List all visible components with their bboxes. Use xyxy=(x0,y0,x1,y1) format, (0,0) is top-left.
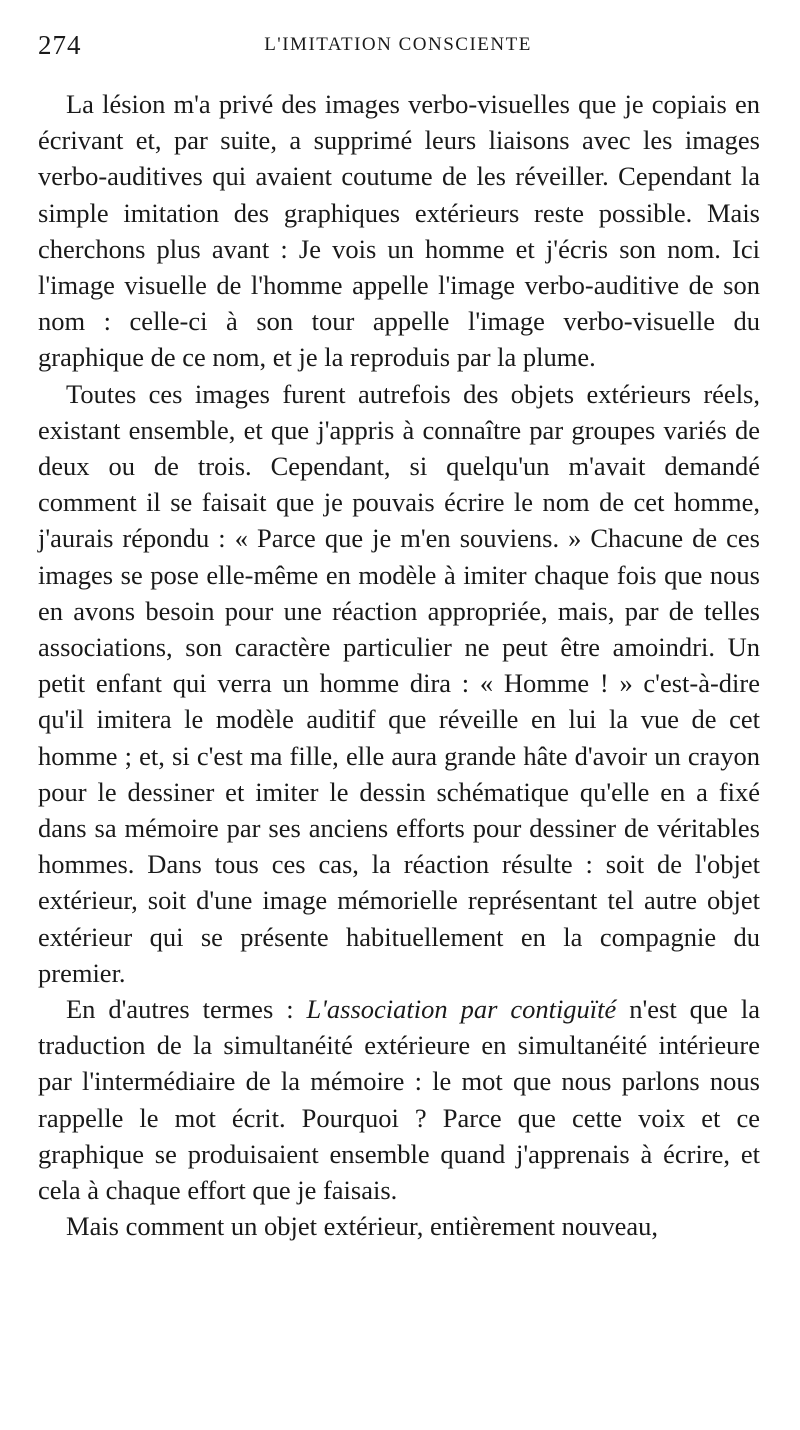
page-number: 274 xyxy=(38,30,82,60)
paragraph-4: Mais comment un objet extérieur, entièrement nouveau, xyxy=(66,1211,659,1242)
paragraph-2: Toutes ces images furent autrefois des objets extérieurs réels, existant ensemble, et que j'appris à connaître par groupes variés de deux ou de trois. Cependant, si quelqu'un m'avait demandé comment il se faisait que je pouvais écrire le nom de cet homme, j'aurais répondu : « Parce que je m'en souviens. » Chacune de ces images se pose elle-même en modèle à imiter chaque fois que nous en avons besoin pour une réaction appropriée, mais, par de telles associations, son caractère particulier ne peut être amoindri. Un petit enfant qui verra un homme dira : « Homme ! » c'est-à-dire qu'il imitera le modèle auditif que réveille en lui la vue de cet homme ; et, si c'est ma fille, elle aura grande hâte d'avoir un crayon pour le dessiner et imiter le dessin schématique qu'elle en a fixé dans sa mémoire par ses anciens efforts pour dessiner de véritables hommes. Dans tous ces cas, la réaction résulte : soit de l'objet extérieur, soit d'une image mémorielle représentant tel autre objet extérieur qui se présente habituellement en la compagnie du premier. xyxy=(38,378,760,988)
paragraph-3-intro: En d'autres termes : xyxy=(66,994,307,1025)
body-text xyxy=(38,86,760,1245)
italic-term: L'association par contiguïté xyxy=(306,994,617,1025)
paragraph-1: La lésion m'a privé des images verbo-visuelles que je copiais en écrivant et, par suite, a supprimé leurs liaisons avec les images verbo-auditives qui avaient coutume de les réveiller. Cependant la simple imitation des graphiques extérieurs reste possible. Mais cherchons plus avant : Je vois un homme et j'écris son nom. Ici l'image visuelle de l'homme appelle l'image verbo-auditive de son nom : celle-ci à son tour appelle l'image verbo-visuelle du graphique de ce nom, et je la reproduis par la plume. xyxy=(38,89,760,373)
running-title: L'IMITATION CONSCIENTE xyxy=(264,34,532,55)
paragraph-3 xyxy=(38,991,760,1208)
page-header xyxy=(38,30,758,64)
paragraph-3-rest: n'est que la traduction de la simultanéité extérieure en simultanéité intérieure par l'intermédiaire de la mémoire : le mot que nous parlons nous rappelle le mot écrit. Pourquoi ? Parce que cette voix et ce graphique se produisaient ensemble quand j'apprenais à écrire, et cela à chaque effort que je faisais. xyxy=(38,994,760,1206)
